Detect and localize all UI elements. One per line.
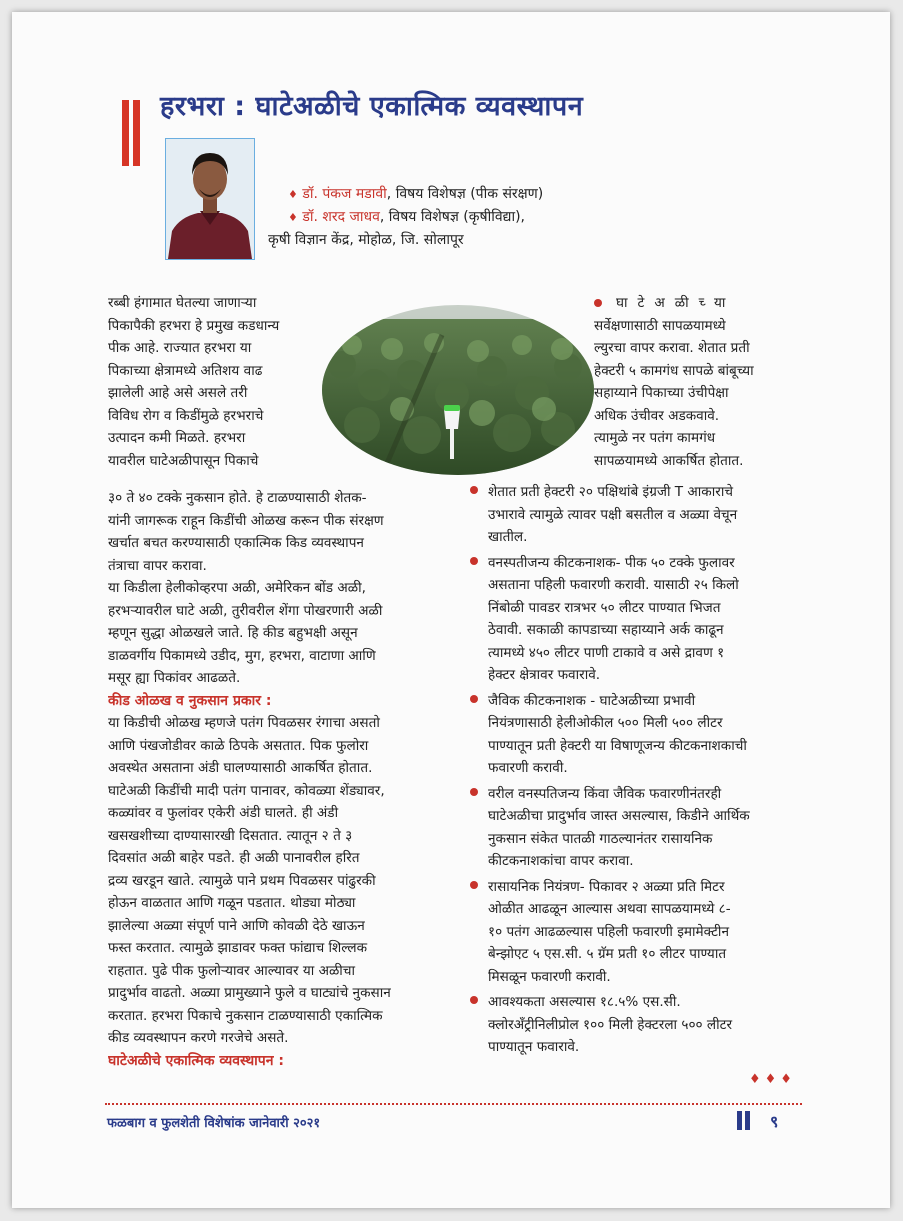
text-line: त्यामध्ये ४५० लीटर पाणी टाकावे व असे द्रावण १ xyxy=(488,644,725,661)
text-line: पीक आहे. राज्यात हरभरा या xyxy=(108,340,252,356)
author-line xyxy=(268,183,543,206)
text-line: कळ्यांवर व फुलांवर एकेरी अंडी घालते. ही अंडी xyxy=(108,805,339,821)
text-line: झालेली आहे असे असले तरी xyxy=(108,385,248,401)
author-block xyxy=(268,183,543,252)
text-line: सर्वेक्षणासाठी सापळयामध्ये xyxy=(594,317,726,334)
text-line: दिवसांत अळी बाहेर पडते. ही अळी पानावरील हरित xyxy=(108,850,360,866)
author-role: , विषय विशेषज्ञ (कृषीविद्या), xyxy=(379,209,526,225)
text-line: डाळवर्गीय पिकामध्ये उडीद, मुग, हरभरा, वाटाणा आणि xyxy=(108,647,376,664)
author-name: डॉ. पंकज मडावी xyxy=(302,186,387,202)
title-accent-bar xyxy=(133,100,140,166)
bullet-icon xyxy=(470,788,478,796)
text-line: निंबोळी पावडर रात्रभर ५० लीटर पाण्यात भिजत xyxy=(488,599,721,616)
text-line: नियंत्रणासाठी हेलीओकील ५०० मिली ५०० लीटर xyxy=(488,715,723,731)
bullet-icon xyxy=(470,557,478,565)
text-line: हेक्टर क्षेत्रावर फवारावे. xyxy=(488,667,601,683)
intro-paragraph xyxy=(108,292,322,472)
text-line: आवश्यकता असल्यास १८.५% एस.सी. xyxy=(488,994,681,1010)
text-line xyxy=(594,292,806,315)
text-line: या किडीला हेलीकोव्हरपा अळी, अमेरिकन बोंड अळी, xyxy=(108,580,366,596)
text-line: यावरील घाटेअळीपासून पिकाचे xyxy=(108,452,259,469)
text-line: खर्चात बचत करण्यासाठी एकात्मिक किड व्यवस्थापन xyxy=(108,535,364,551)
text-line: अवस्थेत असताना अंडी घालण्यासाठी आकर्षित होतात. xyxy=(108,760,373,776)
text-line: पाण्यातून फवारावे. xyxy=(488,1039,580,1055)
text-line: उत्पादन कमी मिळते. हरभरा xyxy=(108,430,246,446)
text-line: असताना पहिली फवारणी करावी. यासाठी २५ किलो xyxy=(488,577,739,593)
text-line: वनस्पतीजन्य कीटकनाशक- पीक ५० टक्के फुलावर xyxy=(488,554,735,571)
text-line: १० पतंग आढळल्यास पहिली फवारणी इमामेक्टीन xyxy=(488,923,729,940)
text-line: बेन्झोएट ५ एस.सी. ५ ग्रॅम प्रती १० लीटर पाण्यात xyxy=(488,946,727,962)
text-line: करतात. हरभरा पिकाचे नुकसान टाळण्यासाठी एकात्मिक xyxy=(108,1007,383,1024)
author-line xyxy=(268,206,543,229)
text-line: तंत्राचा वापर करावा. xyxy=(108,557,207,574)
text-line: खसखशीच्या दाण्यासारखी दिसतात. त्यातून २ ते ३ xyxy=(108,827,353,844)
bullet-item xyxy=(470,481,810,549)
bullet-icon xyxy=(470,996,478,1004)
text-line: पिकाच्या क्षेत्रामध्ये अतिशय वाढ xyxy=(108,362,263,379)
diamond-icon: ♦ xyxy=(288,188,298,201)
text-line: फस्त करतात. त्यामुळे झाडावर फक्त फांद्याच शिल्लक xyxy=(108,940,368,956)
text-line: सहाय्याने पिकाच्या उंचीपेक्षा xyxy=(594,385,729,401)
text-line: हेक्टरी ५ कामगंध सापळे बांबूच्या xyxy=(594,362,754,379)
text-line: अधिक उंचीवर अडकवावे. xyxy=(594,407,720,424)
bullet-icon xyxy=(594,299,602,307)
text-line: घाटेअळीचा प्रादुर्भाव जास्त असल्यास, किडीने आर्थिक xyxy=(488,808,750,824)
author-role: , विषय विशेषज्ञ (पीक संरक्षण) xyxy=(386,186,544,202)
text-line: प्रादुर्भाव वाढतो. अळ्या प्रामुख्याने फुले व घाट्यांचे नुकसान xyxy=(108,985,391,1001)
text-line: रब्बी हंगामात घेतल्या जाणाऱ्या xyxy=(108,295,257,311)
text-line: क्लोरॲंट्रीनिलीप्रोल १०० मिली हेक्टरला ५०० लीटर xyxy=(488,1016,733,1033)
pheromone-trap-paragraph xyxy=(594,292,806,472)
section-heading-integrated-management: घाटेअळीचे एकात्मिक व्यवस्थापन : xyxy=(108,1052,284,1069)
text-line: ३० ते ४० टक्के नुकसान होते. हे टाळण्यासाठी शेतक- xyxy=(108,490,367,506)
footer-divider xyxy=(105,1103,802,1105)
text-line: फवारणी करावी. xyxy=(488,760,568,776)
bullet-item xyxy=(470,991,810,1059)
text-line: त्यामुळे नर पतंग कामगंध xyxy=(594,430,716,446)
text-line: शेतात प्रती हेक्टरी २० पक्षिथांबे इंग्रजी T आकाराचे xyxy=(488,484,733,500)
author-photo xyxy=(165,138,255,260)
article-title: हरभरा : घाटेअळीचे एकात्मिक व्यवस्थापन xyxy=(160,91,584,122)
chickpea-field-photo xyxy=(322,305,594,475)
diamond-icon: ♦ xyxy=(288,211,298,224)
text-line: पाण्यातून प्रती हेक्टरी या विषाणूजन्य कीटकनाशकाची xyxy=(488,737,747,754)
text-line: द्रव्य खरडून खाते. त्यामुळे पाने प्रथम पिवळसर पांढुरकी xyxy=(108,872,376,889)
text-line: या किडीची ओळख म्हणजे पतंग पिवळसर रंगाचा असतो xyxy=(108,715,380,731)
text-line: झालेल्या अळ्या संपूर्ण पाने आणि कोवळी देठे खाऊन xyxy=(108,917,365,934)
text-line: राहतात. पुढे पीक फुलोऱ्यावर आल्यावर या अळीचा xyxy=(108,962,355,979)
text-line: मिसळून फवारणी करावी. xyxy=(488,968,611,985)
bullet-icon xyxy=(470,486,478,494)
bullet-item xyxy=(470,552,810,687)
text-line: घाटेअळी किडींची मादी पतंग पानावर, कोवळ्या शेंड्यावर, xyxy=(108,782,385,799)
text-line: रासायनिक नियंत्रण- पिकावर २ अळ्या प्रति मिटर xyxy=(488,878,725,895)
text-line: खातील. xyxy=(488,529,528,545)
text-line: मसूर ह्या पिकांवर आढळते. xyxy=(108,670,241,686)
management-bullets xyxy=(470,481,810,1062)
text-line: ठेवावी. सकाळी कापडाच्या सहाय्याने अर्क काढून xyxy=(488,622,724,638)
text-line: उभारावे त्यामुळे त्यावर पक्षी बसतील व अळ्या वेचून xyxy=(488,506,738,523)
title-accent-bar xyxy=(122,100,129,166)
main-left-column xyxy=(108,487,456,1072)
bullet-item xyxy=(470,783,810,873)
text-line: पिकापैकी हरभरा हे प्रमुख कडधान्य xyxy=(108,317,280,334)
text-line: जैविक कीटकनाशक - घाटेअळीच्या प्रभावी xyxy=(488,692,696,709)
footer-bars-icon xyxy=(737,1111,753,1134)
author-affiliation: कृषी विज्ञान केंद्र, मोहोळ, जि. सोलापूर xyxy=(268,232,464,248)
text-line: यांनी जागरूक राहून किडींची ओळख करून पीक संरक्षण xyxy=(108,512,384,529)
text-line: सापळयामध्ये आकर्षित होतात. xyxy=(594,452,744,469)
text-line: हरभऱ्यावरील घाटे अळी, तुरीवरील शेंगा पोखरणारी अळी xyxy=(108,602,383,619)
text-line: कीड व्यवस्थापन करणे गरजेचे असते. xyxy=(108,1030,289,1046)
text-line: ओळीत आढळून आल्यास अथवा सापळयामध्ये ८- xyxy=(488,901,731,917)
bullet-icon xyxy=(470,881,478,889)
author-name: डॉ. शरद जाधव xyxy=(302,209,380,225)
bullet-icon xyxy=(470,695,478,703)
end-diamonds: ♦♦♦ xyxy=(749,1072,796,1087)
text-line: विविध रोग व किडींमुळे हरभराचे xyxy=(108,407,264,424)
page-number: ९ xyxy=(770,1112,779,1131)
text-line: ल्युरचा वापर करावा. शेतात प्रती xyxy=(594,340,750,356)
text-line: होऊन वाळतात आणि गळून पडतात. थोड्या मोठ्या xyxy=(108,895,356,911)
bullet-item xyxy=(470,876,810,989)
section-heading-pest-identification: कीड ओळख व नुकसान प्रकार : xyxy=(108,692,272,709)
bullet-item xyxy=(470,690,810,780)
text-line: आणि पंखजोडीवर काळे ठिपके असतात. पिक फुलोरा xyxy=(108,737,369,754)
magazine-page xyxy=(12,12,890,1208)
text-line: कीटकनाशकांचा वापर करावा. xyxy=(488,853,634,869)
text-line: नुकसान संकेत पातळी गाठल्यानंतर रासायनिक xyxy=(488,830,713,847)
text-line: म्हणून सुद्धा ओळखले जाते. हि कीड बहुभक्षी असून xyxy=(108,625,358,641)
footer-title: फळबाग व फुलशेती विशेषांक जानेवारी २०२१ xyxy=(107,1116,321,1131)
spaced-word: घाटेअळीच्या xyxy=(616,295,736,311)
text-line: वरील वनस्पतिजन्य किंवा जैविक फवारणीनंतरही xyxy=(488,785,722,802)
